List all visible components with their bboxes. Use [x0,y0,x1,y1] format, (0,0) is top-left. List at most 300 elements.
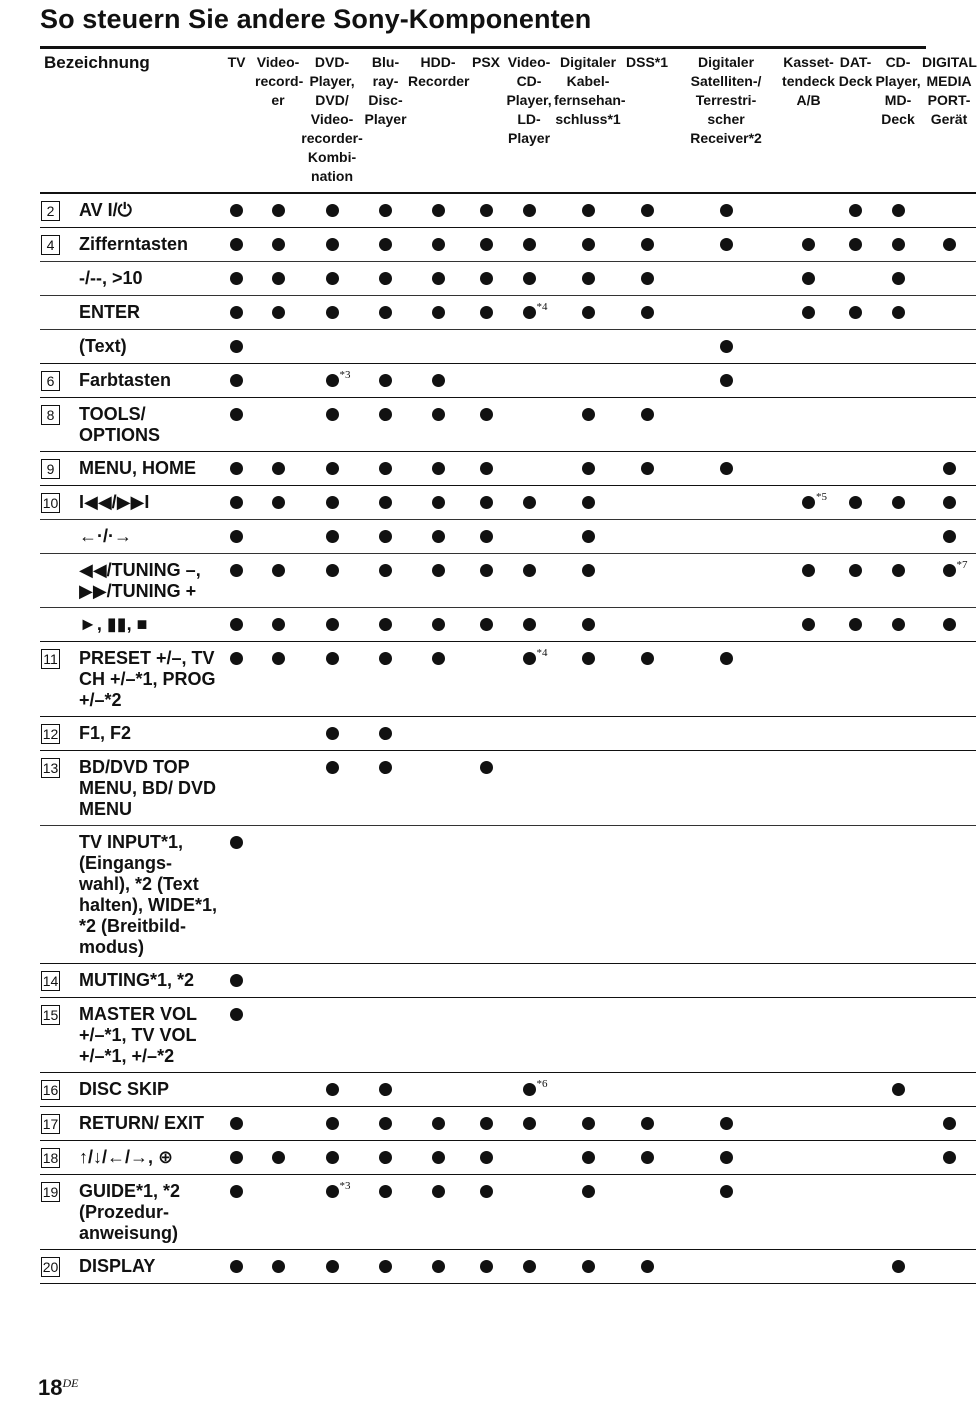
compatibility-cell [468,964,504,998]
table-row [40,296,976,330]
compatibility-dot [892,1083,905,1096]
compatibility-dot [582,1260,595,1273]
row-number-cell [40,717,79,751]
row-label: TOOLS/ OPTIONS [79,404,161,445]
compatibility-cell [622,608,672,642]
compatibility-dot [432,652,445,665]
row-number-cell [40,964,79,998]
compatibility-cell [468,330,504,364]
compatibility-dot [379,564,392,577]
compatibility-cell [218,520,255,554]
compatibility-cell [468,998,504,1073]
row-number-cell [40,1141,79,1175]
compatibility-cell [672,826,780,964]
compatibility-cell [622,296,672,330]
compatibility-dot [802,272,815,285]
table-row [40,364,976,398]
compatibility-cell [363,751,408,826]
compatibility-cell [363,554,408,608]
compatibility-cell [468,1250,504,1284]
compatibility-cell [554,608,622,642]
compatibility-cell [622,642,672,717]
compatibility-cell [554,452,622,486]
compatibility-dot [432,496,445,509]
compatibility-dot [480,564,493,577]
compatibility-cell [622,398,672,452]
compatibility-cell [922,751,976,826]
compatibility-cell [363,1107,408,1141]
compatibility-cell [874,330,922,364]
compatibility-cell [363,398,408,452]
compatibility-dot [943,238,956,251]
compatibility-dot [230,652,243,665]
compatibility-dot [802,306,815,319]
compatibility-cell [672,751,780,826]
row-label: F1, F2 [79,723,132,743]
compatibility-cell [408,520,468,554]
compatibility-cell [218,717,255,751]
compatibility-cell [218,330,255,364]
compatibility-cell [780,1175,837,1250]
compatibility-dot [379,496,392,509]
compatibility-cell [363,364,408,398]
compatibility-cell [363,296,408,330]
compatibility-cell [504,642,554,717]
row-number-cell [40,296,79,330]
compatibility-cell [922,398,976,452]
compatibility-cell [363,1175,408,1250]
compatibility-dot [379,272,392,285]
compatibility-cell [468,1107,504,1141]
compatibility-dot [230,836,243,849]
compatibility-dot [326,530,339,543]
row-number-cell [40,398,79,452]
column-header: Video- record- er [255,54,304,108]
compatibility-cell [622,717,672,751]
compatibility-cell [622,520,672,554]
compatibility-dot [326,652,339,665]
row-label: -/--, >10 [79,268,143,288]
table-row [40,751,976,826]
compatibility-cell [780,262,837,296]
compatibility-cell [504,398,554,452]
compatibility-dot [802,564,815,577]
compatibility-cell [504,296,554,330]
table-row [40,1175,976,1250]
compatibility-dot [582,1117,595,1130]
compatibility-cell [780,330,837,364]
compatibility-cell [408,1141,468,1175]
compatibility-cell [837,964,874,998]
compatibility-cell [622,193,672,228]
row-number-box: 12 [42,726,59,742]
compatibility-cell [922,554,976,608]
compatibility-cell [255,964,301,998]
component-control-table [40,49,976,1284]
compatibility-cell [672,1107,780,1141]
compatibility-dot [230,408,243,421]
compatibility-cell [554,1141,622,1175]
page-title: So steuern Sie andere Sony-Komponenten [40,4,592,34]
compatibility-cell [922,193,976,228]
compatibility-dot [230,204,243,217]
compatibility-cell [218,1107,255,1141]
column-header: DVD- Player, DVD/ Video- recorder- Kombi- nation [301,54,363,184]
compatibility-dot [582,1185,595,1198]
row-label: I◀◀/▶▶I [79,492,150,512]
compatibility-cell [408,1107,468,1141]
compatibility-cell [504,520,554,554]
compatibility-cell [301,642,363,717]
column-header-bezeichnung: Bezeichnung [44,53,150,72]
compatibility-cell [255,228,301,262]
compatibility-cell [363,1141,408,1175]
compatibility-dot [943,1117,956,1130]
compatibility-dot [523,238,536,251]
compatibility-dot [720,204,733,217]
compatibility-dot [432,306,445,319]
compatibility-cell [874,262,922,296]
compatibility-cell [468,751,504,826]
column-header: Video- CD- Player, LD- Player [506,54,552,146]
compatibility-dot [480,1151,493,1164]
compatibility-cell [504,998,554,1073]
compatibility-dot [230,564,243,577]
compatibility-cell [837,262,874,296]
compatibility-cell [622,452,672,486]
compatibility-cell [301,998,363,1073]
footnote-marker: *7 [956,559,968,571]
compatibility-cell [468,486,504,520]
compatibility-cell [554,554,622,608]
table-row [40,1107,976,1141]
compatibility-cell [554,1250,622,1284]
compatibility-dot [379,618,392,631]
compatibility-dot [480,408,493,421]
compatibility-dot [326,564,339,577]
row-number-box: 13 [42,760,59,776]
compatibility-cell [301,486,363,520]
compatibility-cell [874,398,922,452]
compatibility-dot [230,618,243,631]
compatibility-cell [672,398,780,452]
compatibility-dot [943,618,956,631]
compatibility-dot [326,1151,339,1164]
table-row [40,520,976,554]
compatibility-dot [720,462,733,475]
row-number-cell [40,364,79,398]
compatibility-cell [554,998,622,1073]
compatibility-dot [379,306,392,319]
compatibility-cell [554,364,622,398]
compatibility-dot [849,306,862,319]
row-number-cell [40,554,79,608]
compatibility-cell [554,398,622,452]
compatibility-cell [780,296,837,330]
compatibility-cell [363,452,408,486]
footnote-marker: *6 [536,1078,548,1090]
compatibility-cell [554,193,622,228]
compatibility-dot [582,462,595,475]
compatibility-cell [874,642,922,717]
compatibility-cell [255,193,301,228]
compatibility-cell [468,554,504,608]
compatibility-cell [301,1073,363,1107]
compatibility-dot [230,1151,243,1164]
row-number-box: 2 [41,201,60,221]
compatibility-dot [523,272,536,285]
row-label: DISPLAY [79,1256,156,1276]
compatibility-cell [255,642,301,717]
compatibility-cell [672,1141,780,1175]
row-number-box: 20 [42,1259,59,1275]
compatibility-cell [468,452,504,486]
compatibility-cell [622,554,672,608]
compatibility-cell [554,262,622,296]
compatibility-dot [230,306,243,319]
compatibility-cell [622,330,672,364]
compatibility-cell [468,1141,504,1175]
compatibility-cell [408,1175,468,1250]
compatibility-dot [230,496,243,509]
compatibility-dot [480,1185,493,1198]
compatibility-cell [672,296,780,330]
compatibility-dot [326,1260,339,1273]
compatibility-dot [641,272,654,285]
compatibility-cell [468,608,504,642]
compatibility-cell [874,520,922,554]
compatibility-cell [408,717,468,751]
compatibility-dot [230,1260,243,1273]
compatibility-cell [408,998,468,1073]
compatibility-cell [922,452,976,486]
compatibility-dot [641,204,654,217]
row-number-cell [40,452,79,486]
compatibility-cell [468,1175,504,1250]
compatibility-dot [379,1151,392,1164]
compatibility-cell [922,296,976,330]
compatibility-cell [504,1250,554,1284]
compatibility-dot [480,530,493,543]
row-number-box: 9 [41,459,60,479]
compatibility-cell [672,1073,780,1107]
compatibility-dot [432,618,445,631]
compatibility-cell [874,751,922,826]
compatibility-cell [218,1073,255,1107]
compatibility-dot [892,204,905,217]
compatibility-cell [622,1141,672,1175]
compatibility-cell [780,520,837,554]
compatibility-cell [780,452,837,486]
compatibility-dot [272,1151,285,1164]
compatibility-dot [230,374,243,387]
compatibility-cell [218,554,255,608]
compatibility-dot [582,408,595,421]
compatibility-dot [582,530,595,543]
compatibility-cell [301,751,363,826]
compatibility-cell [780,826,837,964]
compatibility-dot [480,462,493,475]
row-number-cell [40,228,79,262]
row-number-cell [40,1107,79,1141]
compatibility-dot [802,618,815,631]
compatibility-cell [837,486,874,520]
compatibility-dot [379,374,392,387]
compatibility-cell [672,262,780,296]
compatibility-cell [837,1175,874,1250]
compatibility-cell [837,751,874,826]
compatibility-dot [582,496,595,509]
compatibility-cell [468,520,504,554]
compatibility-cell [922,486,976,520]
compatibility-cell [504,1141,554,1175]
compatibility-cell [468,296,504,330]
compatibility-cell [837,998,874,1073]
compatibility-dot [641,1151,654,1164]
compatibility-cell [255,1250,301,1284]
compatibility-cell [408,398,468,452]
compatibility-dot [849,204,862,217]
compatibility-cell [408,751,468,826]
table-row [40,262,976,296]
compatibility-cell [837,452,874,486]
compatibility-cell [837,826,874,964]
column-header: DSS*1 [626,54,669,70]
compatibility-dot [379,530,392,543]
compatibility-cell [218,1175,255,1250]
compatibility-cell [504,964,554,998]
compatibility-cell [504,1175,554,1250]
compatibility-cell [255,751,301,826]
compatibility-cell [255,486,301,520]
compatibility-dot [523,1260,536,1273]
compatibility-cell [301,717,363,751]
compatibility-cell [363,998,408,1073]
compatibility-cell [874,193,922,228]
compatibility-dot [326,1185,339,1198]
compatibility-dot [432,374,445,387]
row-number-cell [40,262,79,296]
row-label: TV INPUT*1, (Eingangs-wahl), *2 (Text halten), WIDE*1, *2 (Breitbild-modus) [79,832,218,957]
row-number-cell [40,642,79,717]
compatibility-dot [379,462,392,475]
compatibility-cell [218,964,255,998]
compatibility-dot [326,618,339,631]
compatibility-cell [301,364,363,398]
compatibility-dot [641,408,654,421]
compatibility-dot [432,1117,445,1130]
compatibility-cell [408,554,468,608]
compatibility-cell [874,1073,922,1107]
compatibility-cell [922,608,976,642]
compatibility-cell [837,1073,874,1107]
table-row [40,330,976,364]
compatibility-cell [255,1073,301,1107]
column-header: Digitaler Kabel- fernsehan- schluss*1 [554,54,626,127]
compatibility-dot [230,530,243,543]
compatibility-cell [504,717,554,751]
row-label: PRESET +/–, TV CH +/–*1, PROG +/–*2 [79,648,216,710]
row-label: MASTER VOL +/–*1, TV VOL +/–*1, +/–*2 [79,1004,197,1066]
compatibility-cell [922,330,976,364]
compatibility-cell [301,262,363,296]
compatibility-dot [272,238,285,251]
compatibility-cell [672,964,780,998]
column-header: DAT- Deck [838,54,873,89]
compatibility-dot [272,1260,285,1273]
compatibility-dot [480,1117,493,1130]
compatibility-cell [408,642,468,717]
compatibility-cell [363,1250,408,1284]
row-number-cell [40,1175,79,1250]
compatibility-cell [874,364,922,398]
compatibility-dot [523,564,536,577]
compatibility-dot [892,564,905,577]
compatibility-dot [720,652,733,665]
compatibility-cell [922,1073,976,1107]
compatibility-cell [301,964,363,998]
compatibility-cell [301,1107,363,1141]
compatibility-cell [504,330,554,364]
footnote-marker: *3 [339,369,351,381]
row-label: ◀◀/TUNING –, ▶▶/TUNING + [79,560,201,601]
compatibility-cell [922,1107,976,1141]
compatibility-dot [379,204,392,217]
compatibility-cell [363,228,408,262]
compatibility-dot [272,204,285,217]
compatibility-cell [218,751,255,826]
compatibility-dot [849,238,862,251]
compatibility-cell [837,228,874,262]
compatibility-dot [326,1117,339,1130]
table-row [40,554,976,608]
row-number-cell [40,520,79,554]
compatibility-dot [272,306,285,319]
compatibility-cell [837,1141,874,1175]
table-header-row [40,49,976,193]
compatibility-cell [255,1107,301,1141]
row-number-box: 19 [42,1184,59,1200]
compatibility-cell [255,1141,301,1175]
footnote-marker: *4 [536,647,548,659]
compatibility-cell [255,1175,301,1250]
compatibility-cell [622,998,672,1073]
compatibility-dot [641,652,654,665]
row-label: Farbtasten [79,370,172,390]
compatibility-cell [468,826,504,964]
compatibility-cell [780,193,837,228]
language-code: DE [62,1376,79,1390]
compatibility-dot [432,272,445,285]
compatibility-cell [301,554,363,608]
row-label: MENU, HOME [79,458,196,478]
row-number-box: 6 [41,371,60,391]
compatibility-cell [780,717,837,751]
compatibility-cell [922,826,976,964]
compatibility-cell [255,998,301,1073]
table-row [40,398,976,452]
compatibility-dot [379,727,392,740]
compatibility-cell [363,262,408,296]
compatibility-cell [622,751,672,826]
compatibility-cell [301,826,363,964]
compatibility-dot [272,462,285,475]
row-number-box: 4 [41,235,60,255]
compatibility-cell [922,1175,976,1250]
row-number-box: 16 [42,1082,59,1098]
table-row [40,193,976,228]
compatibility-cell [922,262,976,296]
